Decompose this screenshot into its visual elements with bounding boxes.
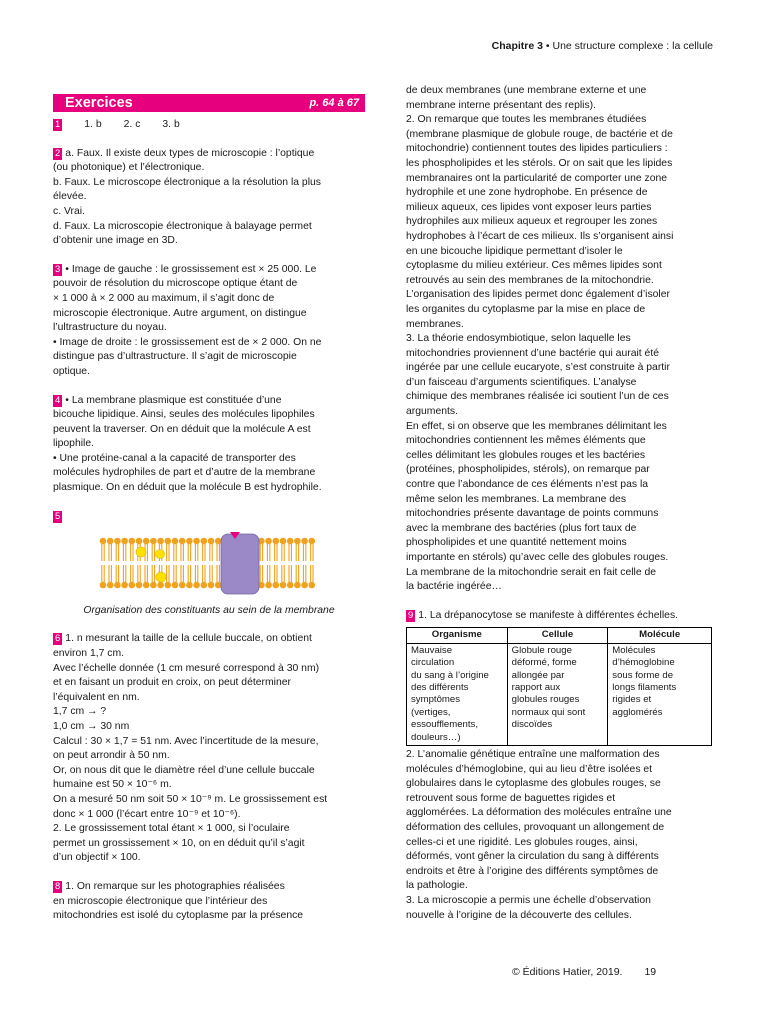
text-line <box>406 609 714 624</box>
text-line: microscopie électronique. Autre argument, on distingue <box>53 307 307 319</box>
exercise-9 <box>406 609 714 923</box>
lipid-head <box>301 538 308 545</box>
lipid-head <box>165 538 172 545</box>
banner-pages: p. 64 à 67 <box>309 96 359 109</box>
text-line: optique. <box>53 365 90 377</box>
cell-line: globules rouges <box>511 694 580 706</box>
exercise-1 <box>53 118 365 133</box>
cell-line: déformé, forme <box>511 657 577 669</box>
cell-line: (vertiges, <box>411 706 451 718</box>
lipid-head <box>136 582 143 589</box>
lipid-head <box>179 538 186 545</box>
text-line: celles-ci et une rigidité. Les globules rouges, ainsi, <box>406 836 638 848</box>
text-line: 3. La microscopie a permis une échelle d’observation <box>406 894 651 906</box>
cell-line: rapport aux <box>511 682 561 693</box>
lipid-head <box>294 582 301 589</box>
text-line <box>53 147 365 162</box>
lipid-head <box>157 582 164 589</box>
text-line: d’un faisceau d’arguments scientifiques. L’analyse <box>406 376 637 388</box>
table-cell-organisme <box>407 643 508 745</box>
table-cell-molecule <box>608 643 712 745</box>
text-line: ingérée par une cellule eucaryote, s’est construite à partir <box>406 362 670 374</box>
exercise-number: 2 <box>55 147 61 159</box>
text-line-content: 1. On remarque sur les photographies réalisées <box>65 880 285 892</box>
exercise-number: 6 <box>55 633 61 645</box>
text-line: mitochondries est isolé du cytoplasme par la présence <box>53 910 304 922</box>
answer-2: 2. c <box>123 119 141 130</box>
lipid-head <box>208 582 215 589</box>
text-line: même selon les membranes. La membrane des <box>406 493 627 505</box>
text-line: l’ultrastructure du noyau. <box>53 322 167 334</box>
text-line: d’obtenir une image en 3D. <box>53 235 178 247</box>
exercise-8-continued <box>406 84 714 595</box>
text-line: celles délimitant les globules rouges et les bactéries <box>406 449 646 461</box>
text-line: hydrophiles aux milieux aqueux et regrouper les zones <box>406 216 658 228</box>
text-line: déformation des cellules, provoquant un allongement de <box>406 822 665 833</box>
lipid-head <box>301 582 308 589</box>
text-line: de deux membranes (une membrane externe et une <box>406 85 647 96</box>
text-line: d’un objectif × 100. <box>53 852 141 864</box>
lipid-head <box>280 538 287 545</box>
lipid-head <box>114 582 121 589</box>
cell-line: d’hémoglobine <box>612 657 675 669</box>
text-line: élevée. <box>53 191 87 203</box>
text-line: × 1 000 à × 2 000 au maximum, il s’agit donc de <box>53 292 275 304</box>
lipid-head <box>215 538 222 545</box>
scales-table <box>406 627 712 746</box>
text-line: molécules d’hémoglobine, qui au lieu d’être isolées et <box>406 763 653 775</box>
lipid-head <box>309 582 316 589</box>
lipid-head <box>143 538 150 545</box>
text-line: (ou photonique) et l’électronique. <box>53 162 205 174</box>
text-line: On a mesuré 50 nm soit 50 × 10⁻⁹ m. Le grossissement est <box>53 793 328 805</box>
table-header: Cellule <box>507 628 608 643</box>
text-line: la pathologie. <box>406 880 468 892</box>
cell-line: sous forme de <box>612 669 674 681</box>
answer-1: 1. b <box>84 119 102 130</box>
cell-line: longs filaments <box>612 682 677 693</box>
text-line: arguments. <box>406 406 458 418</box>
lipid-head <box>179 582 186 589</box>
text-line: on peut arrondir à 50 nm. <box>53 750 170 762</box>
cell-line: discoïdes <box>511 719 553 731</box>
lipid-head <box>100 538 107 545</box>
lipid-head <box>273 538 280 545</box>
lipid-head <box>129 538 136 545</box>
chapter-subtitle: Une structure complexe : la cellule <box>552 40 713 52</box>
lipid-head <box>201 538 208 545</box>
text-line: bicouche lipidique. Ainsi, seules des molécules lipophiles <box>53 409 315 421</box>
exercise-number: 3 <box>55 263 61 275</box>
text-line: hydrophile et une zone hydrophobe. En présence de <box>406 187 648 199</box>
cell-line: du sang à l’origine <box>411 669 489 681</box>
lipid-head <box>287 582 294 589</box>
lipid-head <box>287 538 294 545</box>
cell-line: symptômes <box>411 694 461 706</box>
lipid-head <box>215 582 222 589</box>
page-footer <box>512 966 656 978</box>
lipid-head <box>150 538 157 545</box>
lipid-head <box>186 582 193 589</box>
lipid-head <box>100 582 107 589</box>
text-line <box>53 394 365 409</box>
text-line <box>53 880 365 895</box>
text-line-content: 1. n mesurant la taille de la cellule buccale, on obtient <box>65 633 312 645</box>
lipid-head <box>121 582 128 589</box>
text-line: distingue pas d’ultrastructure. Il s’agit de microscopie <box>53 351 297 363</box>
text-line <box>53 263 365 278</box>
exercises-banner <box>53 94 365 112</box>
text-line: agglomérées. La déformation des molécules entraîne une <box>406 807 672 819</box>
table-cell-cellule <box>507 643 608 745</box>
lipid-head <box>136 538 143 545</box>
text-line: contre que l’abondance de ces éléments n’est pas la <box>406 479 649 491</box>
text-line: chimique des membranes réalisée ici soutient l’un de ces <box>406 391 669 403</box>
exercise-8 <box>53 880 365 924</box>
lipid-head <box>294 538 301 545</box>
lipid-head <box>208 538 215 545</box>
exercise-3 <box>53 263 365 380</box>
text-line: • Une protéine-canal a la capacité de transporter des <box>53 452 296 464</box>
cell-line: essoufflements, <box>411 719 479 731</box>
lipid-head <box>273 582 280 589</box>
text-line: 1,0 cm → 30 nm <box>53 721 130 732</box>
text-line: b. Faux. Le microscope électronique a la résolution la plus <box>53 176 321 188</box>
text-line: environ 1,7 cm. <box>53 648 125 660</box>
cell-line: rigides et <box>612 694 652 706</box>
lipid-head <box>114 538 121 545</box>
lipid-head <box>265 538 272 545</box>
right-column <box>406 84 714 937</box>
text-line: 2. On remarque que toutes les membranes étudiées <box>406 114 647 126</box>
exercise-number: 4 <box>55 394 61 406</box>
lipid-head <box>172 582 179 589</box>
text-line: nouvelle à l’origine de la découverte des cellules. <box>406 909 632 921</box>
cell-line: Molécules <box>612 644 656 656</box>
lipid-head <box>150 582 157 589</box>
cell-line: douleurs…) <box>411 731 461 743</box>
text-line-content: 1. La drépanocytose se manifeste à différentes échelles. <box>418 609 679 621</box>
text-line: membrane interne présentant des replis). <box>406 99 597 111</box>
lipid-head <box>143 582 150 589</box>
text-line: membranes. <box>406 318 464 330</box>
cell-line: des différents <box>411 682 469 693</box>
channel-protein <box>221 534 259 594</box>
cell-line: Globule rouge <box>511 644 572 656</box>
exercise-4 <box>53 394 365 496</box>
text-line: retrouvés au sein des membranes de la mitochondrie. <box>406 274 654 286</box>
text-line: mitochondries présente davantage de points communs <box>406 508 659 520</box>
text-line: 2. L’anomalie génétique entraîne une malformation des <box>406 749 660 761</box>
cell-line: normaux qui sont <box>511 706 586 718</box>
text-line: mitochondries proviennent d’une bactérie qui aurait été <box>406 347 659 359</box>
cell-line: Mauvaise <box>411 644 453 656</box>
text-line: retrouvent sous forme de baguettes rigides et <box>406 792 616 804</box>
table-header: Molécule <box>608 628 712 643</box>
text-line: (membrane plasmique de globule rouge, de bactérie et de <box>406 128 673 140</box>
lipophilic-molecule <box>156 550 165 559</box>
text-line: pouvoir de résolution du microscope optique étant de <box>53 278 298 290</box>
text-line: Calcul : 30 × 1,7 = 51 nm. Avec l’incertitude de la mesure, <box>53 735 319 747</box>
answer-3: 3. b <box>162 119 180 130</box>
lipid-head <box>172 538 179 545</box>
text-line: L’organisation des lipides permet donc également d’isoler <box>406 289 670 301</box>
text-line: hydrophobes à l’écart de ces milieux. Ils s’organisent ainsi <box>406 230 674 242</box>
text-line: • Image de droite : le grossissement est de × 2 000. On ne <box>53 336 322 348</box>
text-line: peuvent la traverser. On en déduit que la molécule A est <box>53 423 311 435</box>
lipid-head <box>201 582 208 589</box>
lipid-head <box>193 582 200 589</box>
text-line: et en faisant un produit en croix, on peut déterminer <box>53 677 291 689</box>
lipid-head <box>165 582 172 589</box>
text-line: déformés, vont gêner la circulation du sang à différents <box>406 851 659 863</box>
text-line: molécules hydrophiles de part et d’autre de la membrane <box>53 467 316 479</box>
cell-line: agglomérés <box>612 706 663 718</box>
text-line: La membrane de la mitochondrie serait en fait celle de <box>406 566 657 578</box>
membrane-diagram <box>99 530 319 596</box>
lipid-head <box>129 582 136 589</box>
text-line: les phospholipides et les stérols. Or on sait que les lipides <box>406 157 673 169</box>
text-line: 3. La théorie endosymbiotique, selon laquelle les <box>406 333 631 345</box>
text-line: membranaires ont la particularité de comporter une zone <box>406 172 668 184</box>
cell-line: circulation <box>411 657 455 669</box>
cell-line: allongée par <box>511 669 565 681</box>
text-line-content: • La membrane plasmique est constituée d’une <box>65 394 282 406</box>
left-column <box>53 94 365 938</box>
text-line: donc × 1 000 (l’écart entre 10⁻⁹ et 10⁻⁶). <box>53 808 241 820</box>
lipophilic-molecule <box>156 572 166 582</box>
text-line: 1,7 cm → ? <box>53 706 107 718</box>
figure-caption: Organisation des constituants au sein de la membrane <box>83 604 335 616</box>
lipid-head <box>309 538 316 545</box>
text-line: Avec l’échelle donnée (1 cm mesuré correspond à 30 nm) <box>53 662 320 674</box>
text-line: c. Vrai. <box>53 205 85 217</box>
lipid-head <box>280 582 287 589</box>
lipid-head <box>107 538 114 545</box>
running-header <box>492 40 713 52</box>
text-line: en microscopie électronique que l’intérieur des <box>53 895 268 907</box>
lipid-head <box>193 538 200 545</box>
exercise-number: 1 <box>55 119 61 130</box>
exercise-5 <box>53 510 365 619</box>
exercise-2 <box>53 147 365 249</box>
text-line: mitochondries contiennent les mêmes éléments que <box>406 435 646 447</box>
banner-title: Exercices <box>65 94 133 111</box>
text-line: l’équivalent en nm. <box>53 691 140 703</box>
lipid-head <box>157 538 164 545</box>
text-line: les organites du cytoplasme par la mise en place de <box>406 303 646 315</box>
text-line: importante en stérols) qu’avec celle des globules rouges. <box>406 552 669 563</box>
text-line-content: • Image de gauche : le grossissement est × 25 000. Le <box>65 263 317 275</box>
text-line: Or, on nous dit que le diamètre réel d’une cellule buccale <box>53 764 315 776</box>
text-line-content: a. Faux. Il existe deux types de microscopie : l’optique <box>65 147 315 159</box>
text-line: lipophile. <box>53 438 95 450</box>
table-header: Organisme <box>407 628 508 643</box>
lipid-head <box>121 538 128 545</box>
lipid-head <box>265 582 272 589</box>
text-line: phospholipides et une quantité nettement moins <box>406 537 627 549</box>
text-line: En effet, si on observe que les membranes délimitant les <box>406 420 667 432</box>
exercise-6 <box>53 632 365 866</box>
chapter-label: Chapitre 3 <box>491 40 543 52</box>
text-line: humaine est 50 × 10⁻⁶ m. <box>53 779 172 791</box>
lipid-head <box>107 582 114 589</box>
table-header-row <box>407 628 712 643</box>
text-line: (protéines, phospholipides, stérols), on remarque par <box>406 464 650 476</box>
text-line: avec la membrane des bactéries (plus fort taux de <box>406 522 637 534</box>
text-line: mitochondrie) contiennent toutes des lipides particuliers : <box>406 143 668 155</box>
text-line: plasmique. On en déduit que la molécule B est hydrophile. <box>53 482 322 494</box>
page-number: 19 <box>644 966 657 978</box>
exercise-number: 8 <box>55 880 61 892</box>
text-line: cytoplasme du milieu extérieur. Ces mêmes lipides sont <box>406 260 662 272</box>
text-line: en une bicouche lipidique permettant d’isoler le <box>406 245 623 257</box>
text-line <box>53 632 365 647</box>
text-line: d. Faux. La microscopie électronique à balayage permet <box>53 220 312 232</box>
text-line: milieux aqueux, ces lipides vont exposer leurs parties <box>406 201 652 213</box>
text-line: 2. Le grossissement total étant × 1 000, si l’oculaire <box>53 823 290 835</box>
exercise-number: 9 <box>408 609 414 621</box>
text-line: permet un grossissement × 10, on en déduit qu’il s’agit <box>53 837 305 849</box>
header-bullet: • <box>542 40 553 52</box>
membrane-figure <box>53 530 365 602</box>
exercise-number: 5 <box>55 510 61 522</box>
table-row <box>407 643 712 745</box>
text-line: endroits et être à l’origine des différents symptômes de <box>406 865 659 877</box>
text-line: la bactérie ingérée… <box>406 581 502 593</box>
copyright: © Éditions Hatier, 2019. <box>512 966 623 978</box>
text-line: globulaires dans le cytoplasme des globules rouges, se <box>406 778 661 790</box>
lipid-head <box>186 538 193 545</box>
lipophilic-molecule <box>136 547 146 557</box>
